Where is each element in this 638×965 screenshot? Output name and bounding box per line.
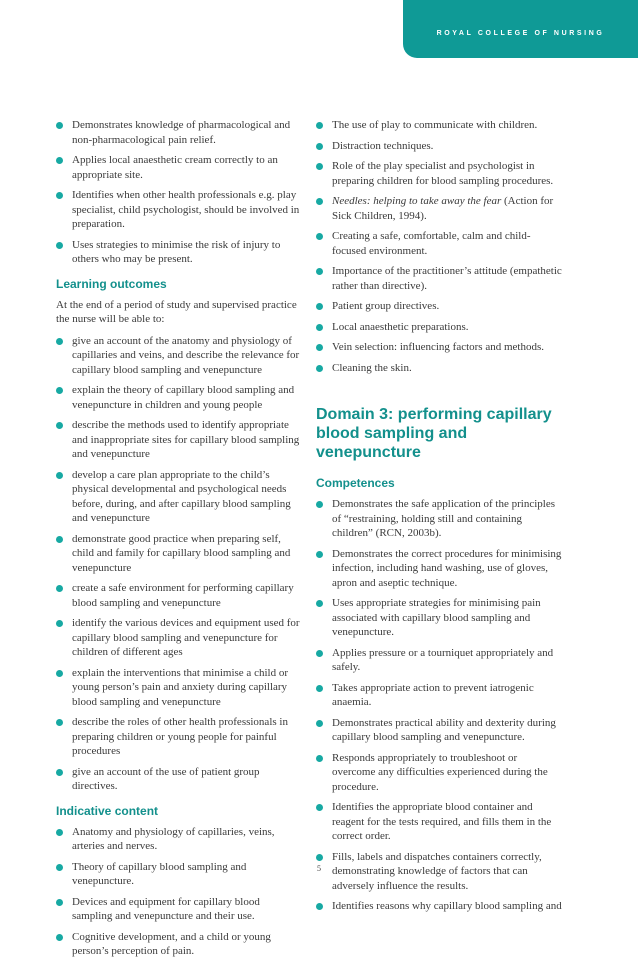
bullet-icon <box>56 934 63 941</box>
list-item: Demonstrates the safe application of the principles of “restraining, holding still and containing children” (RCN, 2003b). <box>316 497 563 541</box>
bullet-icon <box>316 143 323 150</box>
bullet-icon <box>316 163 323 170</box>
list-item: Applies local anaesthetic cream correctly to an appropriate site. <box>56 153 302 182</box>
list-item: Creating a safe, comfortable, calm and child-focused environment. <box>316 229 563 258</box>
indicative-content-heading: Indicative content <box>56 803 159 818</box>
bullet-icon <box>316 755 323 762</box>
learning-outcomes-heading: Learning outcomes <box>56 276 167 291</box>
list-item: The use of play to communicate with children. <box>316 118 563 133</box>
bullet-icon <box>56 422 63 429</box>
list-item: develop a care plan appropriate to the child’s physical developmental and psychological needs before, during, and after capillary blood sampling and venepuncture <box>56 468 302 526</box>
bullet-icon <box>56 157 63 164</box>
bullet-icon <box>56 242 63 249</box>
list-item: Demonstrates the correct procedures for minimising infection, including hand washing, use of gloves, apron and aseptic technique. <box>316 547 563 591</box>
competences-list <box>316 497 563 914</box>
list-item: Patient group directives. <box>316 299 563 314</box>
bullet-icon <box>56 899 63 906</box>
book-title: Needles: helping to take away the fear <box>332 195 502 207</box>
bullet-icon <box>56 192 63 199</box>
list-item: give an account of the anatomy and physiology of capillaries and veins, and describe the relevance for capillary blood sampling and venepuncture <box>56 334 302 378</box>
domain-heading: Domain 3: performing capillary blood sampling and venepuncture <box>316 406 552 461</box>
bullet-icon <box>316 804 323 811</box>
list-item: identify the various devices and equipment used for capillary blood sampling and venepuncture for children of different ages <box>56 616 302 660</box>
bullet-icon <box>56 719 63 726</box>
bullet-icon <box>56 620 63 627</box>
list-item: Responds appropriately to troubleshoot or overcome any difficulties experienced during the procedure. <box>316 751 563 795</box>
page-number: 5 <box>317 864 321 873</box>
list-item: Applies pressure or a tourniquet appropriately and safely. <box>316 646 563 675</box>
indicative-content-continued-list <box>316 118 563 375</box>
list-item: Identifies when other health professionals e.g. play specialist, child psychologist, should be involved in preparation. <box>56 188 302 232</box>
list-item: Demonstrates knowledge of pharmacological and non-pharmacological pain relief. <box>56 118 302 147</box>
competences-heading: Competences <box>316 476 395 490</box>
list-item: Cognitive development, and a child or young person’s perception of pain. <box>56 930 302 959</box>
bullet-icon <box>56 769 63 776</box>
list-item: demonstrate good practice when preparing self, child and family for capillary blood sampling and venepuncture <box>56 532 302 576</box>
list-item: Demonstrates practical ability and dexterity during capillary blood sampling and venepuncture. <box>316 716 563 745</box>
right-column <box>316 118 563 920</box>
list-item: Identifies reasons why capillary blood sampling and <box>316 899 563 914</box>
bullet-icon <box>56 338 63 345</box>
header-title: ROYAL COLLEGE OF NURSING <box>436 30 605 37</box>
bullet-icon <box>56 122 63 129</box>
bullet-icon <box>316 501 323 508</box>
bullet-icon <box>316 268 323 275</box>
bullet-icon <box>56 387 63 394</box>
bullet-icon <box>56 472 63 479</box>
list-item: Fills, labels and dispatches containers correctly, demonstrating knowledge of factors that can adversely influence the results. <box>316 850 563 894</box>
list-item: Anatomy and physiology of capillaries, veins, arteries and nerves. <box>56 825 302 854</box>
list-item: Cleaning the skin. <box>316 361 563 376</box>
bullet-icon <box>316 903 323 910</box>
bullet-icon <box>316 344 323 351</box>
list-item: Takes appropriate action to prevent iatrogenic anaemia. <box>316 681 563 710</box>
bullet-icon <box>56 585 63 592</box>
bullet-icon <box>316 720 323 727</box>
intro-list <box>56 118 302 267</box>
list-item: Needles: helping to take away the fear (Action for Sick Children, 1994). <box>316 194 563 223</box>
list-item: explain the theory of capillary blood sampling and venepuncture in children and young people <box>56 383 302 412</box>
bullet-icon <box>316 233 323 240</box>
bullet-icon <box>316 854 323 861</box>
list-item: give an account of the use of patient group directives. <box>56 765 302 794</box>
learning-outcomes-list <box>56 334 302 794</box>
list-item: Devices and equipment for capillary blood sampling and venepuncture and their use. <box>56 895 302 924</box>
list-item: Vein selection: influencing factors and methods. <box>316 340 563 355</box>
list-item: explain the interventions that minimise a child or young person’s pain and anxiety during capillary blood sampling and venepuncture <box>56 666 302 710</box>
bullet-icon <box>316 324 323 331</box>
learning-outcomes-intro: At the end of a period of study and supervised practice the nurse will be able to: <box>56 298 297 325</box>
list-item: Uses strategies to minimise the risk of injury to others who may be present. <box>56 238 302 267</box>
bullet-icon <box>56 829 63 836</box>
list-item: Importance of the practitioner’s attitude (empathetic rather than directive). <box>316 264 563 293</box>
indicative-content-list <box>56 825 302 959</box>
bullet-icon <box>316 650 323 657</box>
header-banner <box>403 0 638 58</box>
list-item: Uses appropriate strategies for minimising pain associated with capillary blood sampling and venepuncture. <box>316 596 563 640</box>
bullet-icon <box>316 600 323 607</box>
bullet-icon <box>316 365 323 372</box>
list-item: create a safe environment for performing capillary blood sampling and venepuncture <box>56 581 302 610</box>
list-item: Role of the play specialist and psychologist in preparing children for blood sampling procedures. <box>316 159 563 188</box>
list-item: describe the roles of other health professionals in preparing children or young people for painful procedures <box>56 715 302 759</box>
list-item: Identifies the appropriate blood container and reagent for the tests required, and fills them in the correct order. <box>316 800 563 844</box>
list-item: Local anaesthetic preparations. <box>316 320 563 335</box>
bullet-icon <box>316 122 323 129</box>
bullet-icon <box>316 551 323 558</box>
left-column <box>56 118 302 965</box>
bullet-icon <box>316 303 323 310</box>
list-item: describe the methods used to identify appropriate and inappropriate sites for capillary blood sampling and venepuncture <box>56 418 302 462</box>
list-item: Distraction techniques. <box>316 139 563 154</box>
bullet-icon <box>56 670 63 677</box>
bullet-icon <box>316 685 323 692</box>
bullet-icon <box>56 536 63 543</box>
list-item: Theory of capillary blood sampling and venepuncture. <box>56 860 302 889</box>
bullet-icon <box>316 198 323 205</box>
